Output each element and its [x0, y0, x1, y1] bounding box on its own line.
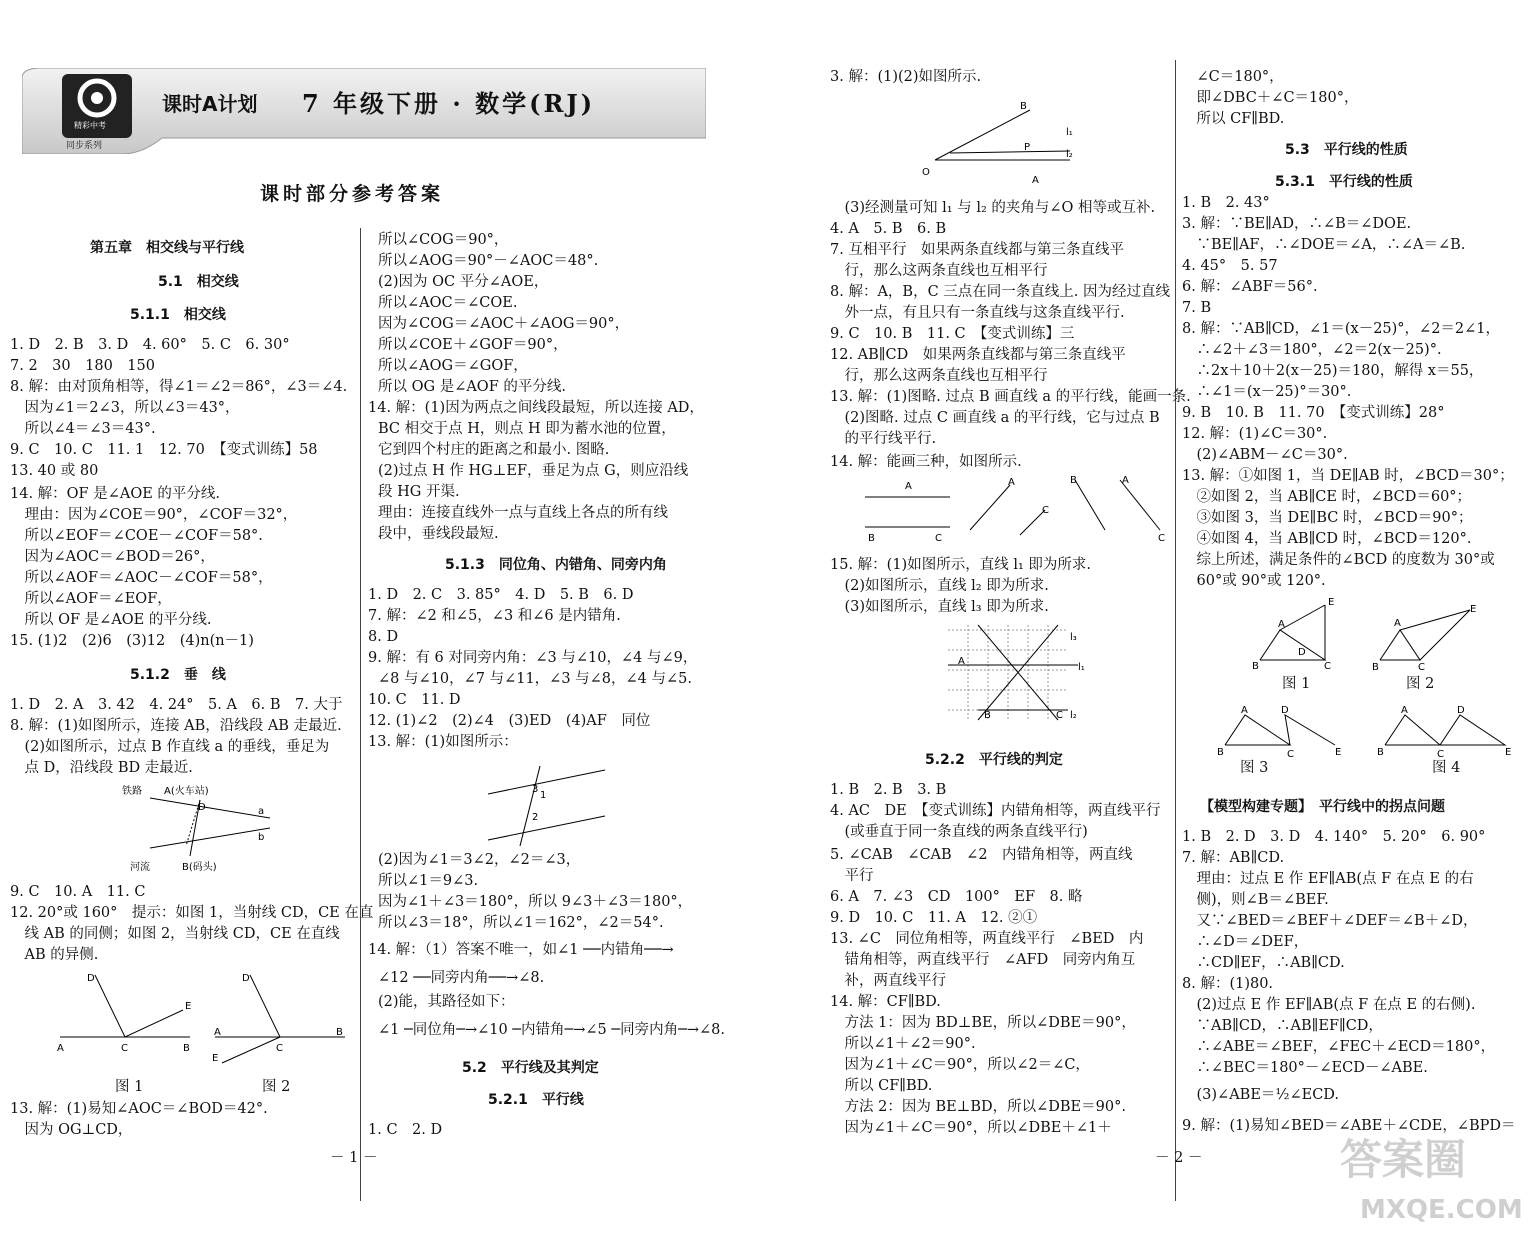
answer-line: ②如图 2，当 AB∥CE 时，∠BCD＝60°；: [1182, 489, 1472, 505]
model-figure-3: [1215, 705, 1345, 760]
answer-line: 9. C 10. B 11. C 【变式训练】三: [830, 326, 1075, 342]
answer-line: 所以∠1＝9∠3.: [378, 873, 479, 889]
svg-text:E: E: [212, 1053, 219, 1064]
answer-line: 所以∠AOF＝∠EOF，: [10, 591, 172, 607]
svg-text:E: E: [185, 1001, 192, 1012]
answer-line: 图 2: [262, 1079, 291, 1095]
answer-line: ④如图 4，当 AB∥CD 时，∠BCD＝120°.: [1182, 531, 1472, 547]
answer-line: 方法 2：因为 BE⊥BD，所以∠DBE＝90°.: [830, 1099, 1126, 1115]
section-heading: 5.1.3 同位角、内错角、同旁内角: [445, 557, 667, 573]
answer-line: 1. B 2. B 3. B: [830, 782, 947, 798]
section-heading: 5.1.2 垂 线: [130, 667, 226, 683]
answer-line: 13. 解：①如图 1，当 DE∥AB 时，∠BCD＝30°；: [1182, 468, 1514, 484]
column-divider: [1175, 60, 1176, 1201]
svg-text:O: O: [922, 167, 930, 178]
page-number-2: － 2 －: [1155, 1150, 1203, 1166]
logo-top-text: 精彩中考: [74, 121, 106, 130]
answer-line: 的平行线平行.: [830, 431, 937, 447]
svg-text:l₁: l₁: [1066, 127, 1073, 138]
svg-text:D: D: [242, 973, 250, 984]
svg-text:E: E: [1328, 597, 1335, 608]
svg-text:D: D: [1281, 705, 1289, 716]
answer-line: 段中，垂线段最短.: [378, 526, 499, 542]
section-heading: 5.3.1 平行线的性质: [1275, 174, 1413, 190]
answer-line: 13. 解：(1)易知∠AOC＝∠BOD＝42°.: [10, 1101, 268, 1117]
answer-line: 14. 解：OF 是∠AOE 的平分线.: [10, 486, 221, 502]
answer-line: (3)经测量可知 l₁ 与 l₂ 的夹角与∠O 相等或互补.: [830, 200, 1156, 216]
svg-text:B: B: [336, 1027, 343, 1038]
model-figure-2: [1370, 600, 1480, 675]
answer-line: (3)∠ABE＝½∠ECD.: [1182, 1087, 1340, 1103]
section-heading: 5.3 平行线的性质: [1285, 142, 1408, 158]
answer-line: 12. (1)∠2 (2)∠4 (3)ED (4)AF 同位: [368, 713, 651, 729]
answer-line: 12. 解：(1)∠C＝30°.: [1182, 426, 1328, 442]
page-heading: 课时部分参考答案: [260, 183, 445, 205]
answer-line: 9. 解：有 6 对同旁内角：∠3 与∠10，∠4 与∠9，: [368, 650, 698, 666]
figure-parallel-lines: [920, 95, 1080, 185]
answer-line: 理由：因为∠COE＝90°，∠COF＝32°，: [10, 507, 298, 523]
svg-text:E: E: [1335, 747, 1342, 758]
answer-line: ∠1 ─同位角─→∠10 ─内错角─→∠5 ─同旁内角─→∠8.: [378, 1022, 725, 1038]
answer-line: 14. 解：（1）答案不唯一，如∠1 ──内错角──→: [368, 942, 674, 958]
svg-text:B: B: [1217, 747, 1224, 758]
answer-line: 8. 解：A，B，C 三点在同一条直线上. 因为经过直线: [830, 284, 1170, 300]
model-figure-4: [1375, 705, 1515, 760]
answer-line: 3. 解：(1)(2)如图所示.: [830, 69, 982, 85]
answer-line: 所以∠1＋∠2＝90°.: [830, 1036, 976, 1052]
answer-line: 因为∠COG＝∠AOC＋∠AOG＝90°，: [378, 316, 630, 332]
answer-line: 7. B: [1182, 300, 1212, 316]
svg-text:B: B: [1020, 101, 1027, 112]
answer-line: 1. D 2. C 3. 85° 4. D 5. B 6. D: [368, 587, 634, 603]
answer-line: (2)过点 H 作 HG⊥EF，垂足为点 G，则应沿线: [378, 463, 689, 479]
answer-line: 60°或 90°或 120°.: [1182, 573, 1326, 589]
svg-text:a: a: [258, 806, 265, 817]
svg-text:B: B: [984, 710, 991, 721]
svg-text:1: 1: [540, 790, 547, 801]
answer-line: 所以 OG 是∠AOF 的平分线.: [378, 379, 566, 395]
answer-line: 图 1: [1282, 676, 1311, 692]
watermark-logo: 答案圈: [1340, 1135, 1467, 1184]
answer-line: 15. 解：(1)如图所示，直线 l₁ 即为所求.: [830, 557, 1091, 573]
figure-railway-river: [120, 780, 280, 876]
svg-text:C: C: [1418, 662, 1425, 673]
answer-line: BC 相交于点 H，则点 H 即为蓄水池的位置，: [378, 421, 676, 437]
answer-line: 因为 OG⊥CD，: [10, 1122, 133, 1138]
answer-line: 图 1: [115, 1079, 144, 1095]
figure-2-angles: [210, 965, 350, 1065]
answer-line: 7. 互相平行 如果两条直线都与第三条直线平: [830, 242, 1124, 258]
answer-line: 理由：连接直线外一点与直线上各点的所有线: [378, 505, 668, 521]
answer-line: 6. 解：∠ABF＝56°.: [1182, 279, 1318, 295]
answer-line: 9. C 10. A 11. C: [10, 884, 146, 900]
svg-text:D: D: [198, 802, 206, 813]
answer-line: 因为∠1＋∠3＝180°，所以 9∠3＋∠3＝180°，: [378, 894, 693, 910]
page-number-1: － 1 －: [330, 1150, 378, 1166]
answer-line: 方法 1：因为 BD⊥BE，所以∠DBE＝90°，: [830, 1015, 1136, 1031]
svg-text:A: A: [1241, 705, 1248, 716]
answer-line: 补，两直线平行: [830, 973, 946, 989]
answer-line: (3)如图所示，直线 l₃ 即为所求.: [830, 599, 1049, 615]
svg-text:A: A: [1394, 618, 1401, 629]
answer-line: 所以∠3＝18°，所以∠1＝162°，∠2＝54°.: [378, 915, 664, 931]
svg-text:D: D: [1298, 647, 1306, 658]
answer-line: 7. 2 30 180 150: [10, 358, 155, 374]
svg-text:C: C: [1056, 710, 1063, 721]
answer-line: ∴∠D＝∠DEF，: [1182, 934, 1309, 950]
answer-line: 理由：过点 E 作 EF∥AB(点 F 在点 E 的右: [1182, 871, 1474, 887]
answer-line: 3. 解：∵BE∥AD，∴∠B＝∠DOE.: [1182, 216, 1412, 232]
svg-text:A: A: [1401, 705, 1408, 716]
answer-line: 图 3: [1240, 760, 1269, 776]
answer-line: ③如图 3，当 DE∥BC 时，∠BCD＝90°；: [1182, 510, 1473, 526]
answer-line: ∠12 ──同旁内角──→∠8.: [378, 970, 545, 986]
svg-text:A: A: [1122, 475, 1129, 486]
answer-line: 1. D 2. A 3. 42 4. 24° 5. A 6. B 7. 大于: [10, 697, 343, 713]
svg-text:C: C: [1042, 505, 1049, 516]
answer-line: 5. ∠CAB ∠CAB ∠2 内错角相等，两直线: [830, 847, 1133, 863]
answer-line: 1. D 2. B 3. D 4. 60° 5. C 6. 30°: [10, 337, 290, 353]
figure-transversal: [480, 758, 610, 848]
svg-text:C: C: [276, 1043, 283, 1054]
answer-line: 9. 解：(1)易知∠BED＝∠ABE＋∠CDE，∠BPD＝: [1182, 1118, 1516, 1134]
answer-line: 7. 解：AB∥CD.: [1182, 850, 1285, 866]
answer-line: 所以∠COG＝90°，: [378, 232, 509, 248]
answer-line: 段 HG 开渠.: [378, 484, 460, 500]
section-heading: 第五章 相交线与平行线: [90, 240, 244, 256]
answer-line: 图 2: [1406, 676, 1435, 692]
answer-line: ∴∠ABE＝∠BEF，∠FEC＋∠ECD＝180°，: [1182, 1039, 1496, 1055]
answer-line: 因为∠1＋∠C＝90°，所以∠2＝∠C，: [830, 1057, 1090, 1073]
svg-text:A: A: [1278, 619, 1285, 630]
section-heading: 【模型构建专题】 平行线中的拐点问题: [1200, 799, 1445, 815]
answer-line: ∴∠2＋∠3＝180°，∠2＝2(x－25)°.: [1182, 342, 1442, 358]
answer-line: 所以∠AOG＝∠GOF，: [378, 358, 528, 374]
answer-line: 6. A 7. ∠3 CD 100° EF 8. 略: [830, 889, 1083, 905]
svg-text:l₂: l₂: [1070, 710, 1077, 721]
answer-line: 侧)，则∠B＝∠BEF.: [1182, 892, 1329, 908]
svg-text:B: B: [868, 533, 875, 544]
answer-line: 12. AB∥CD 如果两条直线都与第三条直线平: [830, 347, 1126, 363]
answer-line: 图 4: [1432, 760, 1461, 776]
answer-line: ∴∠BEC＝180°－∠ECD－∠ABE.: [1182, 1060, 1428, 1076]
svg-text:B: B: [183, 1043, 190, 1054]
answer-line: 所以 OF 是∠AOE 的平分线.: [10, 612, 212, 628]
answer-line: (或垂直于同一条直线的两条直线平行): [830, 824, 1088, 840]
svg-text:A: A: [958, 656, 965, 667]
figure-1-angles: [55, 965, 195, 1055]
answer-line: 因为∠1＝2∠3，所以∠3＝43°，: [10, 400, 240, 416]
svg-text:B: B: [1252, 661, 1259, 672]
answer-line: 7. 解：∠2 和∠5，∠3 和∠6 是内错角.: [368, 608, 621, 624]
answer-line: 因为∠1＋∠C＝90°，所以∠DBE＋∠1＋: [830, 1120, 1112, 1136]
answer-line: 14. 解：CF∥BD.: [830, 994, 941, 1010]
section-heading: 5.2.1 平行线: [488, 1092, 584, 1108]
answer-line: 点 D，沿线段 BD 走最近.: [10, 760, 193, 776]
figure-three-ways: [860, 475, 1170, 545]
book-title: 7 年级下册 · 数学(RJ): [302, 89, 596, 118]
answer-line: 9. D 10. C 11. A 12. ②①: [830, 910, 1038, 926]
answer-line: 综上所述，满足条件的∠BCD 的度数为 30°或: [1182, 552, 1495, 568]
rail-label: 铁路: [122, 786, 142, 797]
svg-text:C: C: [1324, 661, 1331, 672]
dock-label: B(码头): [182, 862, 217, 873]
answer-line: 12. 20°或 160° 提示：如图 1，当射线 CD，CE 在直: [10, 905, 374, 921]
svg-text:E: E: [1505, 747, 1512, 758]
answer-line: 错角相等，两直线平行 ∠AFD 同旁内角互: [830, 952, 1136, 968]
answer-line: (2)因为 OC 平分∠AOE，: [378, 274, 549, 290]
svg-text:B: B: [1070, 475, 1077, 486]
answer-line: 13. 解：(1)图略. 过点 B 画直线 a 的平行线，能画一条.: [830, 389, 1191, 405]
answer-line: 行，那么这两条直线也互相平行: [830, 368, 1048, 384]
answer-line: 1. B 2. D 3. D 4. 140° 5. 20° 6. 90°: [1182, 829, 1486, 845]
logo-bottom-text: 同步系列: [66, 141, 103, 151]
svg-text:E: E: [1470, 604, 1477, 615]
brand-name: 课时A计划: [162, 92, 258, 116]
answer-line: 14. 解：能画三种，如图所示.: [830, 454, 1022, 470]
answer-line: 即∠DBC＋∠C＝180°，: [1182, 90, 1359, 106]
answer-line: ∵AB∥CD，∴AB∥EF∥CD，: [1182, 1018, 1383, 1034]
answer-line: 所以∠AOG＝90°－∠AOC＝48°.: [378, 253, 599, 269]
answer-line: AB 的异侧.: [10, 947, 99, 963]
answer-line: 行，那么这两条直线也互相平行: [830, 263, 1048, 279]
svg-text:B: B: [1372, 662, 1379, 673]
svg-text:D: D: [1457, 705, 1465, 716]
section-heading: 5.2.2 平行线的判定: [925, 752, 1063, 768]
svg-text:P: P: [1024, 142, 1031, 153]
model-figure-1: [1250, 595, 1350, 675]
answer-line: 10. C 11. D: [368, 692, 461, 708]
answer-line: 所以∠AOF＝∠AOC－∠COF＝58°，: [10, 570, 273, 586]
svg-text:l₃: l₃: [1070, 632, 1077, 643]
svg-text:A: A: [214, 1027, 221, 1038]
svg-text:C: C: [121, 1043, 128, 1054]
column-divider: [360, 228, 361, 1201]
answer-line: 13. 解：(1)如图所示：: [368, 734, 518, 750]
answer-line: 13. 40 或 80: [10, 463, 99, 479]
svg-text:B: B: [1377, 747, 1384, 758]
answer-line: 所以∠4＝∠3＝43°.: [10, 421, 156, 437]
answer-line: 14. 解：(1)因为两点之间线段最短，所以连接 AD，: [368, 400, 704, 416]
answer-line: 平行: [830, 868, 874, 884]
svg-text:l₂: l₂: [1066, 149, 1073, 160]
answer-line: 又∵∠BED＝∠BEF＋∠DEF＝∠B＋∠D，: [1182, 913, 1478, 929]
station-label: A(火车站): [164, 786, 209, 797]
svg-text:A: A: [57, 1043, 64, 1054]
answer-line: ∵BE∥AF，∴∠DOE＝∠A，∴∠A＝∠B.: [1182, 237, 1466, 253]
answer-line: ∠C＝180°，: [1182, 69, 1284, 85]
answer-line: 8. 解：∵AB∥CD，∠1＝(x－25)°，∠2＝2∠1，: [1182, 321, 1501, 337]
answer-line: 4. 45° 5. 57: [1182, 258, 1278, 274]
section-heading: 5.1.1 相交线: [130, 307, 226, 323]
svg-text:2: 2: [532, 812, 539, 823]
answer-line: (2)能，其路径如下：: [378, 994, 515, 1010]
answer-line: (2)∠ABM－∠C＝30°.: [1182, 447, 1348, 463]
answer-line: 8. D: [368, 629, 399, 645]
svg-text:D: D: [87, 973, 95, 984]
answer-line: 8. 解：(1)如图所示，连接 AB，沿线段 AB 走最近.: [10, 718, 342, 734]
answer-line: 4. AC DE 【变式训练】内错角相等，两直线平行: [830, 803, 1161, 819]
svg-text:l₁: l₁: [1078, 662, 1085, 673]
answer-line: (2)因为∠1＝3∠2，∠2＝∠3，: [378, 852, 581, 868]
answer-line: 8. 解：(1)80.: [1182, 976, 1274, 992]
answer-line: ∴∠1＝(x－25)°＝30°.: [1182, 384, 1352, 400]
svg-text:C: C: [935, 533, 942, 544]
section-heading: 5.2 平行线及其判定: [462, 1060, 599, 1076]
svg-text:C: C: [1437, 749, 1444, 760]
answer-line: (2)过点 E 作 EF∥AB(点 F 在点 E 的右侧).: [1182, 997, 1476, 1013]
answer-line: 因为∠AOC＝∠BOD＝26°，: [10, 549, 215, 565]
figure-grid: [938, 620, 1088, 730]
answer-line: ∴CD∥EF，∴AB∥CD.: [1182, 955, 1345, 971]
answer-line: 所以 CF∥BD.: [830, 1078, 933, 1094]
svg-text:C: C: [1158, 533, 1165, 544]
answer-line: 所以∠AOC＝∠COE.: [378, 295, 518, 311]
answer-line: 8. 解：由对顶角相等，得∠1＝∠2＝86°，∠3＝∠4.: [10, 379, 348, 395]
answer-line: 15. (1)2 (2)6 (3)12 (4)n(n－1): [10, 633, 254, 649]
answer-line: ∠8 与∠10，∠7 与∠11，∠3 与∠8，∠4 与∠5.: [378, 671, 692, 687]
svg-text:A: A: [1032, 175, 1039, 185]
answer-line: 4. A 5. B 6. B: [830, 221, 947, 237]
answer-line: 1. C 2. D: [368, 1122, 443, 1138]
answer-line: 9. B 10. B 11. 70 【变式训练】28°: [1182, 405, 1445, 421]
answer-line: 外一点，有且只有一条直线与这条直线平行.: [830, 305, 1125, 321]
svg-text:3: 3: [532, 784, 539, 795]
svg-text:A: A: [1008, 477, 1015, 488]
watermark-url: MXQE.COM: [1360, 1195, 1523, 1225]
svg-text:C: C: [1287, 749, 1294, 760]
answer-line: (2)如图所示，过点 B 作直线 a 的垂线，垂足为: [10, 739, 330, 755]
answer-line: 它到四个村庄的距离之和最小. 图略.: [378, 442, 610, 458]
answer-line: 9. C 10. C 11. 1 12. 70 【变式训练】58: [10, 442, 318, 458]
section-heading: 5.1 相交线: [158, 274, 239, 290]
svg-text:A: A: [905, 481, 912, 492]
answer-line: 所以 CF∥BD.: [1182, 111, 1285, 127]
answer-line: 13. ∠C 同位角相等，两直线平行 ∠BED 内: [830, 931, 1144, 947]
svg-text:b: b: [258, 832, 265, 843]
answer-line: 所以∠COE＋∠GOF＝90°，: [378, 337, 568, 353]
river-label: 河流: [130, 862, 150, 873]
answer-line: 1. B 2. 43°: [1182, 195, 1270, 211]
answer-line: 所以∠EOF＝∠COE－∠COF＝58°.: [10, 528, 263, 544]
answer-line: (2)图略. 过点 C 画直线 a 的平行线，它与过点 B: [830, 410, 1160, 426]
answer-line: (2)如图所示，直线 l₂ 即为所求.: [830, 578, 1049, 594]
header-banner: [22, 68, 706, 154]
answer-line: 线 AB 的同侧；如图 2，当射线 CD，CE 在直线: [10, 926, 340, 942]
answer-line: ∴2x＋10＋2(x－25)＝180，解得 x＝55，: [1182, 363, 1484, 379]
